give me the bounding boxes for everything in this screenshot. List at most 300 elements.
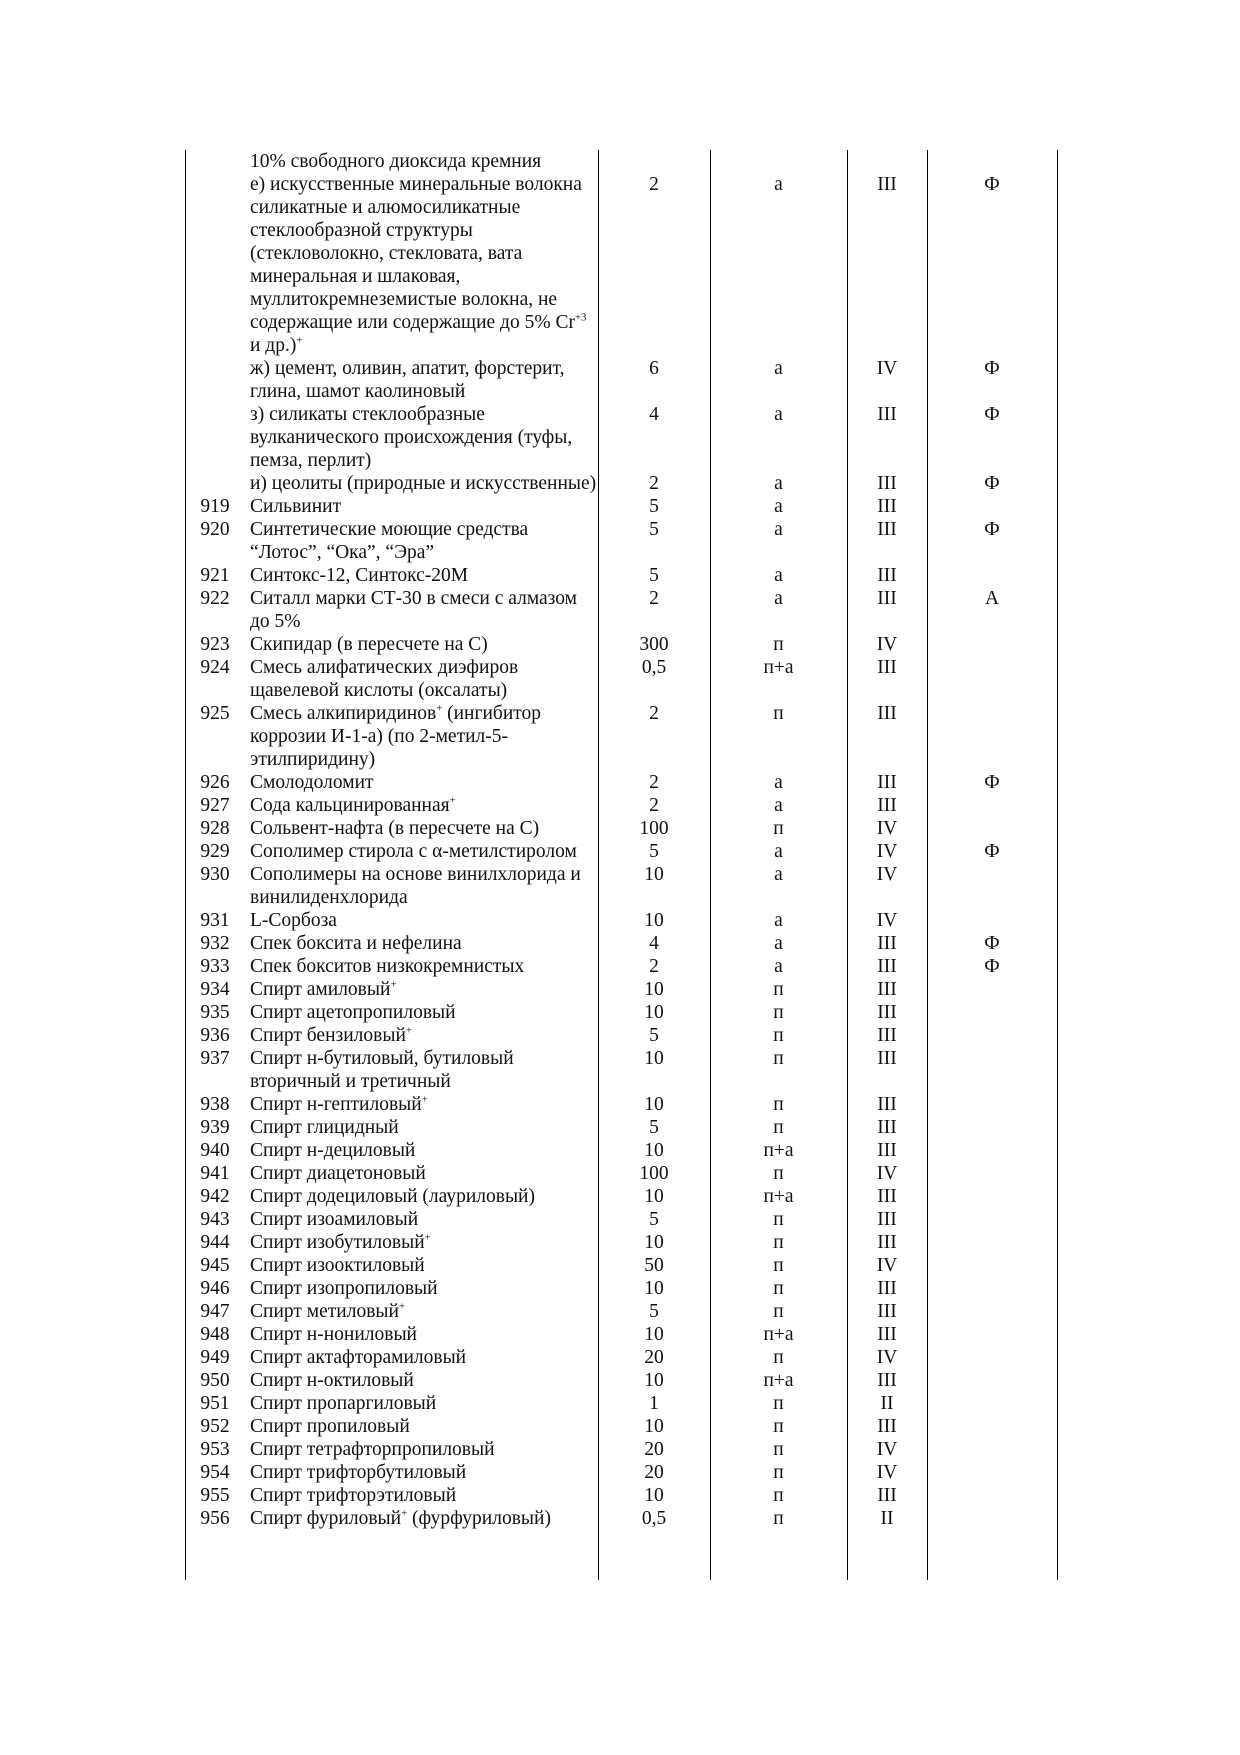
table-row	[185, 909, 1061, 932]
item-number: 930	[200, 864, 230, 885]
limit-value: 10	[644, 1232, 664, 1253]
table-row	[185, 173, 1061, 357]
effect-note: Ф	[984, 174, 1000, 195]
limit-value: 2	[649, 795, 659, 816]
aggregate-state: п	[773, 818, 784, 839]
limit-value: 10	[644, 864, 664, 885]
hazard-class: III	[877, 795, 897, 816]
aggregate-state: а	[774, 473, 783, 494]
item-number: 929	[200, 841, 230, 862]
aggregate-state: п	[773, 1209, 784, 1230]
limit-value: 5	[649, 565, 659, 586]
substance-name: з) силикаты стеклообразные вулканического происхождения (туфы, пемза, перлит)	[250, 404, 573, 471]
effect-note	[927, 1162, 1057, 1185]
substance-name: Спирт бензиловый+	[250, 1024, 412, 1046]
aggregate-state: а	[774, 496, 783, 517]
aggregate-state: п	[773, 1439, 784, 1460]
effect-note	[927, 1300, 1057, 1323]
substance-name: Спирт н-октиловый	[250, 1370, 414, 1391]
item-number: 922	[200, 588, 230, 609]
hazard-class: III	[877, 1278, 897, 1299]
substance-name: Синтетические моющие средства “Лотос”, “Ока”, “Эра”	[250, 519, 529, 563]
limit-value: 5	[649, 1301, 659, 1322]
table-row	[185, 817, 1061, 840]
table-row	[185, 1277, 1061, 1300]
hazard-class: III	[877, 1186, 897, 1207]
table-row	[185, 1392, 1061, 1415]
aggregate-state: п	[773, 1508, 784, 1529]
substance-name: Скипидар (в пересчете на С)	[250, 634, 488, 655]
limit-value: 100	[639, 818, 669, 839]
item-number: 953	[200, 1439, 230, 1460]
limit-value: 20	[644, 1347, 664, 1368]
limit-value: 2	[649, 956, 659, 977]
substance-name: Сополимеры на основе винилхлорида и винилиденхлорида	[250, 864, 581, 908]
effect-note	[927, 702, 1057, 771]
item-number: 932	[200, 933, 230, 954]
substance-name: Спирт диацетоновый	[250, 1163, 426, 1184]
item-number	[185, 357, 245, 403]
limit-value: 50	[644, 1255, 664, 1276]
item-number: 926	[200, 772, 230, 793]
hazard-class: IV	[876, 1462, 898, 1483]
hazard-class: IV	[876, 841, 898, 862]
effect-note: Ф	[984, 358, 1000, 379]
item-number: 954	[200, 1462, 230, 1483]
hazard-class: IV	[876, 634, 898, 655]
limit-value: 4	[649, 933, 659, 954]
substance-name: Спирт н-дециловый	[250, 1140, 416, 1161]
hazard-class: III	[877, 588, 897, 609]
item-number: 956	[200, 1508, 230, 1529]
table-row	[185, 1162, 1061, 1185]
table-row	[185, 1346, 1061, 1369]
substance-name: Спирт пропиловый	[250, 1416, 410, 1437]
effect-note	[927, 656, 1057, 702]
hazard-class: IV	[876, 864, 898, 885]
item-number	[185, 472, 245, 495]
table-row	[185, 518, 1061, 564]
aggregate-state: п+а	[763, 1324, 794, 1345]
effect-note	[927, 1254, 1057, 1277]
limit-value: 0,5	[641, 657, 667, 678]
hazard-class: III	[877, 519, 897, 540]
limit-value: 2	[649, 703, 659, 724]
aggregate-state	[710, 150, 847, 173]
hazard-class: II	[880, 1393, 894, 1414]
limit-value: 10	[644, 1140, 664, 1161]
effect-note	[927, 150, 1057, 173]
substance-name: Спирт н-бутиловый, бутиловый вторичный и третичный	[250, 1048, 514, 1092]
hazard-class: III	[877, 1094, 897, 1115]
limit-value: 10	[644, 1186, 664, 1207]
aggregate-state: п	[773, 1255, 784, 1276]
limit-value: 10	[644, 1416, 664, 1437]
effect-note	[927, 1438, 1057, 1461]
effect-note: А	[984, 588, 1000, 609]
hazard-class: IV	[876, 1163, 898, 1184]
item-number: 942	[200, 1186, 230, 1207]
limit-value: 100	[639, 1163, 669, 1184]
aggregate-state: п	[773, 1416, 784, 1437]
hazard-class: III	[877, 496, 897, 517]
effect-note	[927, 1139, 1057, 1162]
substance-name: и) цеолиты (природные и искусственные)	[250, 473, 597, 494]
limit-value: 10	[644, 1094, 664, 1115]
effect-note: Ф	[984, 841, 1000, 862]
item-number: 948	[200, 1324, 230, 1345]
item-number: 921	[200, 565, 230, 586]
substance-name: Спирт трифторэтиловый	[250, 1485, 457, 1506]
item-number: 947	[200, 1301, 230, 1322]
limit-value: 10	[644, 1370, 664, 1391]
substance-name: 10% свободного диоксида кремния	[250, 151, 542, 172]
aggregate-state: п+а	[763, 657, 794, 678]
substance-name: Спирт метиловый+	[250, 1300, 405, 1322]
hazard-class: III	[877, 1209, 897, 1230]
effect-note	[927, 1185, 1057, 1208]
table-row	[185, 1438, 1061, 1461]
aggregate-state: а	[774, 519, 783, 540]
hazard-class: III	[877, 1025, 897, 1046]
hazard-class: IV	[876, 910, 898, 931]
table-row	[185, 863, 1061, 909]
substance-name: Спирт н-гептиловый+	[250, 1093, 428, 1115]
limit-value: 10	[644, 1278, 664, 1299]
effect-note: Ф	[984, 933, 1000, 954]
effect-note	[927, 1415, 1057, 1438]
aggregate-state: п	[773, 1025, 784, 1046]
aggregate-state: а	[774, 841, 783, 862]
aggregate-state: п	[773, 1232, 784, 1253]
substance-table	[185, 150, 1061, 1530]
item-number: 955	[200, 1485, 230, 1506]
table-row	[185, 495, 1061, 518]
table-row	[185, 702, 1061, 771]
table-row	[185, 955, 1061, 978]
limit-value: 20	[644, 1462, 664, 1483]
limit-value: 10	[644, 1324, 664, 1345]
substance-name: Спирт додециловый (лауриловый)	[250, 1186, 535, 1207]
aggregate-state: п	[773, 1462, 784, 1483]
substance-name: Смесь алифатических диэфиров щавелевой кислоты (оксалаты)	[250, 657, 519, 701]
substance-name: Спирт пропаргиловый	[250, 1393, 437, 1414]
item-number: 925	[200, 703, 230, 724]
table-row	[185, 932, 1061, 955]
effect-note	[927, 1323, 1057, 1346]
limit-value: 2	[649, 473, 659, 494]
table-row	[185, 1300, 1061, 1323]
hazard-class: IV	[876, 1347, 898, 1368]
substance-name: Сода кальцинированная+	[250, 794, 456, 816]
aggregate-state: п	[773, 1048, 784, 1069]
item-number: 952	[200, 1416, 230, 1437]
table-row	[185, 357, 1061, 403]
substance-name: е) искусственные минеральные волокна силикатные и алюмосиликатные стеклообразной структуры (стекловолокно, стекловата, вата минеральная и шлаковая, муллитокремнеземистые волокна, не содержащие или содержащие до 5% $Cr^{+3}$ и др.)+	[250, 174, 587, 356]
limit-value: 6	[649, 358, 659, 379]
aggregate-state: а	[774, 933, 783, 954]
effect-note: Ф	[984, 956, 1000, 977]
effect-note	[927, 1208, 1057, 1231]
limit-value: 10	[644, 1048, 664, 1069]
hazard-class: III	[877, 404, 897, 425]
hazard-class: III	[877, 1301, 897, 1322]
effect-note	[927, 1461, 1057, 1484]
hazard-class: III	[877, 473, 897, 494]
limit-value: 5	[649, 1025, 659, 1046]
aggregate-state: п+а	[763, 1186, 794, 1207]
effect-note	[927, 978, 1057, 1001]
item-number: 927	[200, 795, 230, 816]
table-row	[185, 1254, 1061, 1277]
table-row	[185, 656, 1061, 702]
limit-value: 5	[649, 1117, 659, 1138]
table-row	[185, 587, 1061, 633]
effect-note	[927, 1116, 1057, 1139]
hazard-class: IV	[876, 818, 898, 839]
limit-value: 1	[649, 1393, 659, 1414]
item-number: 943	[200, 1209, 230, 1230]
substance-name: ж) цемент, оливин, апатит, форстерит, глина, шамот каолиновый	[250, 358, 565, 402]
aggregate-state: п	[773, 1278, 784, 1299]
substance-name: Смолодоломит	[250, 772, 374, 793]
effect-note	[927, 1392, 1057, 1415]
hazard-class: III	[877, 1117, 897, 1138]
effect-note	[927, 817, 1057, 840]
effect-note	[927, 1484, 1057, 1507]
aggregate-state: п+а	[763, 1370, 794, 1391]
effect-note: Ф	[984, 772, 1000, 793]
substance-name: Спирт тетрафторпропиловый	[250, 1439, 495, 1460]
limit-value: 0,5	[641, 1508, 667, 1529]
item-number: 944	[200, 1232, 230, 1253]
effect-note: Ф	[984, 519, 1000, 540]
hazard-class: III	[877, 933, 897, 954]
table-row	[185, 1024, 1061, 1047]
aggregate-state: п	[773, 1393, 784, 1414]
item-number: 940	[200, 1140, 230, 1161]
table-row	[185, 1461, 1061, 1484]
hazard-class: III	[877, 565, 897, 586]
substance-name: Сольвент-нафта (в пересчете на С)	[250, 818, 540, 839]
limit-value: 5	[649, 496, 659, 517]
item-number: 928	[200, 818, 230, 839]
substance-name: Смесь алкипиридинов+ (ингибитор коррозии И-1-а) (по 2-метил-5-этилпиридину)	[250, 702, 542, 770]
substance-name: Спирт изоамиловый	[250, 1209, 419, 1230]
table-row	[185, 633, 1061, 656]
aggregate-state: а	[774, 588, 783, 609]
substance-name: Спирт глицидный	[250, 1117, 399, 1138]
table-row	[185, 978, 1061, 1001]
effect-note	[927, 1277, 1057, 1300]
hazard-class: III	[877, 1002, 897, 1023]
limit-value: 2	[649, 772, 659, 793]
aggregate-state: п	[773, 1347, 784, 1368]
substance-name: Сополимер стирола с α-метилстиролом	[250, 841, 577, 862]
limit-value: 2	[649, 588, 659, 609]
effect-note	[927, 1369, 1057, 1392]
effect-note	[927, 1024, 1057, 1047]
hazard-class: II	[880, 1508, 894, 1529]
hazard-class: III	[877, 1485, 897, 1506]
item-number: 923	[200, 634, 230, 655]
item-number: 945	[200, 1255, 230, 1276]
effect-note	[927, 863, 1057, 909]
limit-value: 2	[649, 174, 659, 195]
effect-note	[927, 1231, 1057, 1254]
substance-name: Синтокс-12, Синтокс-20М	[250, 565, 469, 586]
hazard-class: IV	[876, 1255, 898, 1276]
effect-note	[927, 1507, 1057, 1530]
hazard-class: IV	[876, 358, 898, 379]
effect-note	[927, 564, 1057, 587]
limit-value: 4	[649, 404, 659, 425]
aggregate-state: а	[774, 956, 783, 977]
limit-value: 300	[639, 634, 669, 655]
hazard-class: III	[877, 657, 897, 678]
table-row	[185, 1369, 1061, 1392]
table-row	[185, 840, 1061, 863]
substance-name: Спек бокситов низкокремнистых	[250, 956, 525, 977]
item-number	[185, 173, 245, 357]
aggregate-state: п	[773, 1094, 784, 1115]
item-number: 931	[200, 910, 230, 931]
effect-note: Ф	[984, 473, 1000, 494]
effect-note	[927, 1001, 1057, 1024]
effect-note: Ф	[984, 404, 1000, 425]
substance-name: Спирт н-нониловый	[250, 1324, 417, 1345]
substance-name: Спирт изобутиловый+	[250, 1231, 431, 1253]
effect-note	[927, 495, 1057, 518]
aggregate-state: а	[774, 565, 783, 586]
substance-name: Спек боксита и нефелина	[250, 933, 462, 954]
table-row	[185, 1093, 1061, 1116]
substance-name: Спирт изооктиловый	[250, 1255, 425, 1276]
table-row	[185, 1139, 1061, 1162]
substance-name: Спирт фуриловый+ (фурфуриловый)	[250, 1507, 551, 1529]
limit-value: 20	[644, 1439, 664, 1460]
table-row	[185, 1484, 1061, 1507]
hazard-class: III	[877, 1416, 897, 1437]
effect-note	[927, 633, 1057, 656]
hazard-class: IV	[876, 1439, 898, 1460]
table-row	[185, 1323, 1061, 1346]
limit-value: 10	[644, 979, 664, 1000]
table-row	[185, 794, 1061, 817]
hazard-class: III	[877, 979, 897, 1000]
aggregate-state: п	[773, 979, 784, 1000]
table-row	[185, 1047, 1061, 1093]
aggregate-state: п	[773, 1117, 784, 1138]
hazard-class: III	[877, 1232, 897, 1253]
limit-value: 10	[644, 1485, 664, 1506]
table-row	[185, 564, 1061, 587]
limit-value: 10	[644, 1002, 664, 1023]
aggregate-state: а	[774, 795, 783, 816]
table-row	[185, 472, 1061, 495]
table-row	[185, 1208, 1061, 1231]
hazard-class: III	[877, 1324, 897, 1345]
table-row	[185, 403, 1061, 472]
aggregate-state: п	[773, 1163, 784, 1184]
item-number: 934	[200, 979, 230, 1000]
item-number: 939	[200, 1117, 230, 1138]
item-number: 924	[200, 657, 230, 678]
aggregate-state: а	[774, 864, 783, 885]
item-number: 936	[200, 1025, 230, 1046]
aggregate-state: п	[773, 1485, 784, 1506]
hazard-class: III	[877, 1140, 897, 1161]
aggregate-state: п	[773, 1002, 784, 1023]
hazard-class	[847, 150, 927, 173]
limit-value: 5	[649, 1209, 659, 1230]
aggregate-state: а	[774, 404, 783, 425]
aggregate-state: п	[773, 703, 784, 724]
aggregate-state: а	[774, 358, 783, 379]
limit-value: 10	[644, 910, 664, 931]
aggregate-state: а	[774, 910, 783, 931]
hazard-class: III	[877, 1370, 897, 1391]
hazard-class: III	[877, 956, 897, 977]
item-number	[185, 150, 245, 173]
substance-name: Спирт трифторбутиловый	[250, 1462, 467, 1483]
effect-note	[927, 1093, 1057, 1116]
hazard-class: III	[877, 174, 897, 195]
effect-note	[927, 794, 1057, 817]
effect-note	[927, 1346, 1057, 1369]
item-number: 949	[200, 1347, 230, 1368]
aggregate-state: п	[773, 1301, 784, 1322]
substance-name: Спирт амиловый+	[250, 978, 397, 1000]
item-number: 941	[200, 1163, 230, 1184]
hazard-class: III	[877, 1048, 897, 1069]
effect-note	[927, 1047, 1057, 1093]
item-number: 950	[200, 1370, 230, 1391]
table-row	[185, 1185, 1061, 1208]
table-row	[185, 1001, 1061, 1024]
substance-name: L-Сорбоза	[250, 910, 337, 931]
table-row	[185, 1231, 1061, 1254]
aggregate-state: п	[773, 634, 784, 655]
limit-value: 5	[649, 841, 659, 862]
item-number: 946	[200, 1278, 230, 1299]
item-number: 919	[200, 496, 230, 517]
item-number: 951	[200, 1393, 230, 1414]
item-number: 937	[200, 1048, 230, 1069]
limit-value	[598, 150, 710, 173]
table-row	[185, 1415, 1061, 1438]
item-number: 920	[200, 519, 230, 540]
item-number: 935	[200, 1002, 230, 1023]
aggregate-state: а	[774, 174, 783, 195]
aggregate-state: п+а	[763, 1140, 794, 1161]
table-row	[185, 1116, 1061, 1139]
substance-name: Сильвинит	[250, 496, 342, 517]
substance-name: Спирт актафторамиловый	[250, 1347, 467, 1368]
item-number: 938	[200, 1094, 230, 1115]
item-number: 933	[200, 956, 230, 977]
substance-name: Ситалл марки СТ-30 в смеси с алмазом до 5%	[250, 588, 577, 632]
table-row	[185, 150, 1061, 173]
limit-value: 5	[649, 519, 659, 540]
substance-name: Спирт ацетопропиловый	[250, 1002, 456, 1023]
effect-note	[927, 909, 1057, 932]
table-row	[185, 1507, 1061, 1530]
item-number	[185, 403, 245, 472]
substance-name: Спирт изопропиловый	[250, 1278, 438, 1299]
hazard-class: III	[877, 772, 897, 793]
hazard-class: III	[877, 703, 897, 724]
